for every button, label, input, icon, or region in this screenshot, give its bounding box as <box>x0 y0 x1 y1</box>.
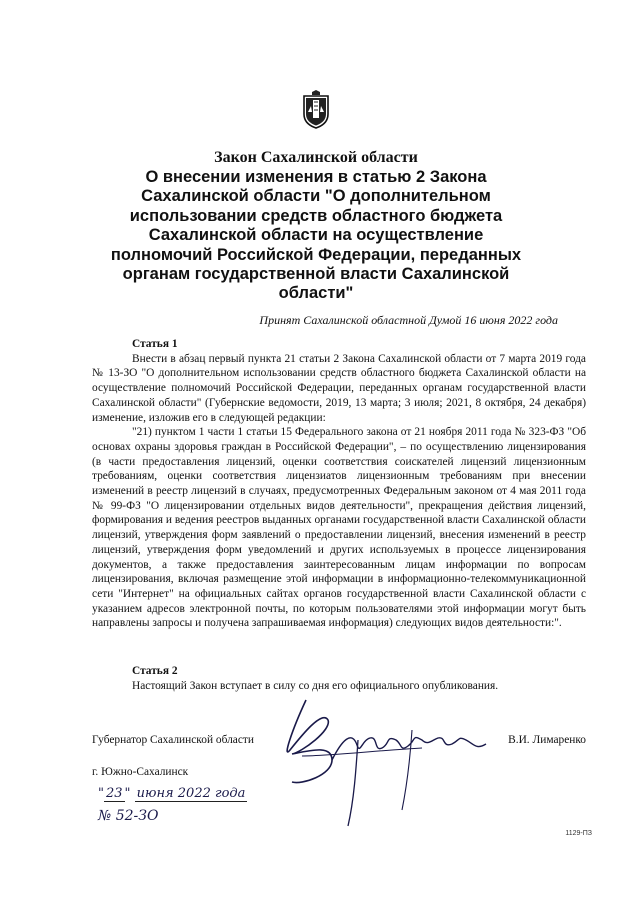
handwritten-month-year: июня 2022 года <box>136 786 246 801</box>
title-line-4: использовании средств областного бюджета <box>129 206 503 225</box>
document-code: 1129-ПЗ <box>565 830 592 837</box>
title-line-2: О внесении изменения в статью 2 Закона <box>145 168 487 186</box>
title-line-5: Сахалинской области на осуществление <box>148 226 484 245</box>
title-line-7: органам государственной власти Сахалинской <box>122 265 510 284</box>
title-line-8: области" <box>278 284 354 303</box>
signatory-name: В.И. Лимаренко <box>508 734 586 746</box>
article-1-paragraph-1: Внести в абзац первый пункта 21 статьи 2 Закона Сахалинской области от 7 марта 2019 года № 13-ЗО "О дополнительном использовании средств областного бюджета Сахалинской области на осуществление полномочий Российской Федерации, переданных органам государственной власти Сахалинской области" (Губернские ведомости, 2019, 13 марта; 3 июля; 2021, 8 октября, 24 декабря) изменение, изложив его в следующей редакции: <box>92 352 586 424</box>
handwritten-date: " 23 " июня 2022 года <box>98 786 246 801</box>
article-1-heading: Статья 1 <box>132 338 178 350</box>
law-title <box>60 148 572 304</box>
article-1-paragraph-2: "21) пунктом 1 части 1 статьи 15 Федерального закона от 21 ноября 2011 года № 323-ФЗ "Об основах охраны здоровья граждан в Российской Федерации", – по осуществлению лицензирования (в части предоставления лицензий, оценки соответствия соискателей лицензий лицензионным требованиям, оценки соответствия лицензиатов лицензионным требованиям при внесении изменений в реестр лицензий в случаях, предусмотренных Федеральным законом от 4 мая 2011 года № 99-ФЗ "О лицензировании отдельных видов деятельности", прекращения действия лицензий, формирования и ведения реестров выданных органами государственной власти Сахалинской области лицензий, утверждения форм заявлений о предоставлении лицензий, внесения изменений в реестр лицензий, утверждения форм уведомлений и других используемых в процессе лицензирования документов, а также предоставления заинтересованным лицам информации по вопросам лицензирования, включая размещение этой информации в информационно-телекоммуникационной сети "Интернет" на официальных сайтах органов государственной власти Сахалинской области с указанием адресов электронной почты, по которым пользователями этой информации могут быть направлены запросы и получена запрашиваемая информация) следующих видов деятельности:". <box>92 426 586 630</box>
title-line-6: полномочий Российской Федерации, переданных <box>110 245 522 264</box>
article-1 <box>92 337 586 631</box>
article-2-paragraph-1: Настоящий Закон вступает в силу со дня его официального опубликования. <box>132 679 499 692</box>
signatory-position: Губернатор Сахалинской области <box>92 734 254 746</box>
adoption-note: Принят Сахалинской областной Думой 16 июня 2022 года <box>259 313 558 327</box>
city-of-signing: г. Южно-Сахалинск <box>92 766 189 778</box>
article-2 <box>92 664 586 693</box>
title-line-3: Сахалинской области "О дополнительном <box>141 187 491 206</box>
handwritten-signature <box>262 690 512 830</box>
handwritten-number: № 52-ЗО <box>98 808 159 824</box>
article-2-heading: Статья 2 <box>132 665 178 677</box>
handwritten-day: 23 <box>105 786 123 801</box>
coat-of-arms-icon <box>302 90 330 130</box>
title-line-1: Закон Сахалинской области <box>214 149 418 166</box>
